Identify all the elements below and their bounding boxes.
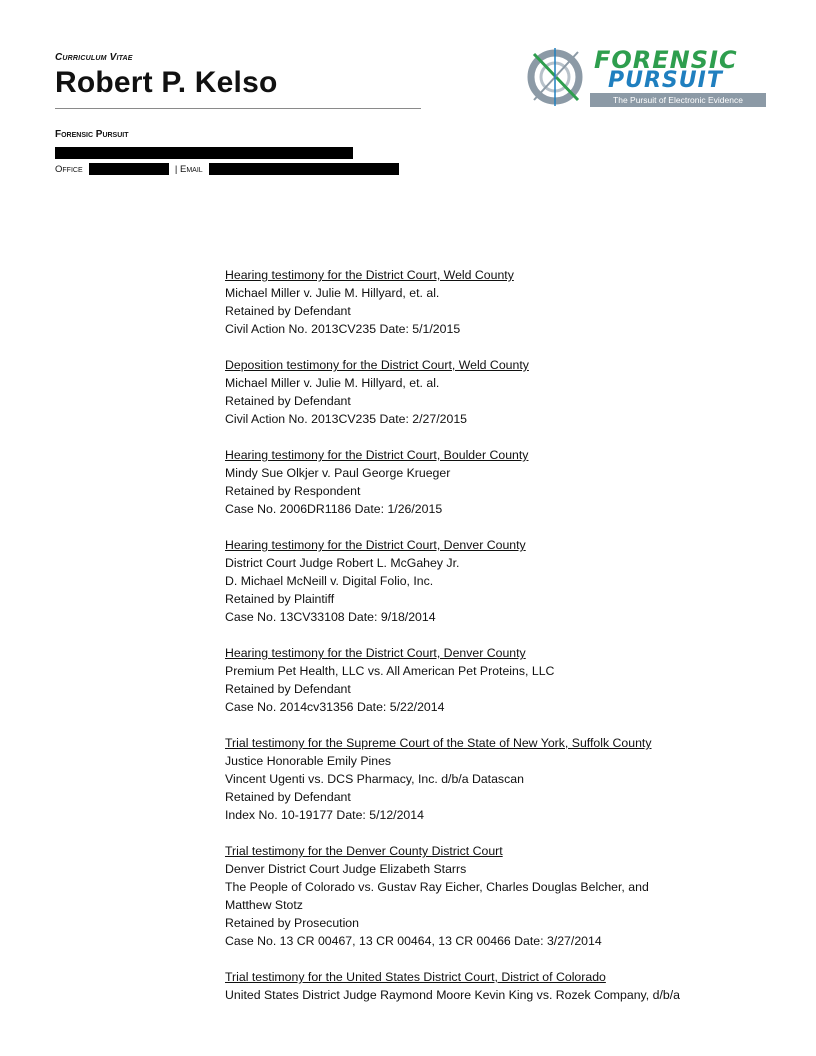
testimony-entry (225, 356, 745, 428)
testimony-detail: Michael Miller v. Julie M. Hillyard, et. al. (225, 286, 440, 300)
testimony-detail: Case No. 13 CR 00467, 13 CR 00464, 13 CR 00466 Date: 3/27/2014 (225, 934, 602, 948)
testimony-detail: Matthew Stotz (225, 898, 303, 912)
header-rule (55, 108, 421, 109)
testimony-entry (225, 446, 745, 518)
testimony-heading: Trial testimony for the Denver County District Court (225, 844, 503, 858)
testimony-detail: Retained by Defendant (225, 394, 351, 408)
testimony-heading: Hearing testimony for the District Court, Denver County (225, 538, 526, 552)
crosshair-logo-icon (522, 44, 588, 110)
testimony-detail: United States District Judge Raymond Moore Kevin King vs. Rozek Company, d/b/a (225, 988, 680, 1002)
testimony-entry (225, 842, 745, 950)
logo-tagline: The Pursuit of Electronic Evidence (590, 93, 766, 107)
testimony-detail: Premium Pet Health, LLC vs. All American Pet Proteins, LLC (225, 664, 555, 678)
testimony-detail: Retained by Plaintiff (225, 592, 335, 606)
testimony-heading: Deposition testimony for the District Court, Weld County (225, 358, 529, 372)
organization-name: Forensic Pursuit (55, 129, 129, 140)
company-logo (522, 44, 770, 110)
email-separator: | Email (174, 163, 203, 175)
testimony-entry (225, 644, 745, 716)
testimony-detail: Retained by Defendant (225, 304, 351, 318)
testimony-detail: Case No. 2014cv31356 Date: 5/22/2014 (225, 700, 445, 714)
contact-line (55, 163, 399, 175)
logo-word-pursuit: PURSUIT (608, 68, 723, 93)
testimony-heading: Hearing testimony for the District Court, Denver County (225, 646, 526, 660)
redacted-office (89, 163, 169, 175)
testimony-detail: Retained by Defendant (225, 682, 351, 696)
testimony-detail: Case No. 2006DR1186 Date: 1/26/2015 (225, 502, 443, 516)
redacted-email (209, 163, 399, 175)
testimony-detail: Civil Action No. 2013CV235 Date: 5/1/2015 (225, 322, 461, 336)
testimony-detail: The People of Colorado vs. Gustav Ray Eicher, Charles Douglas Belcher, and (225, 880, 649, 894)
testimony-heading: Hearing testimony for the District Court, Boulder County (225, 448, 529, 462)
testimony-heading: Trial testimony for the Supreme Court of the State of New York, Suffolk County (225, 736, 652, 750)
testimony-entry (225, 536, 745, 626)
testimony-detail: Justice Honorable Emily Pines (225, 754, 392, 768)
testimony-detail: Mindy Sue Olkjer v. Paul George Krueger (225, 466, 451, 480)
logo-word-forensic: FORENSIC (594, 46, 738, 74)
testimony-detail: Civil Action No. 2013CV235 Date: 2/27/2015 (225, 412, 467, 426)
person-name: Robert P. Kelso (55, 66, 278, 99)
testimony-heading: Hearing testimony for the District Court, Weld County (225, 268, 514, 282)
redacted-address (55, 147, 353, 159)
testimony-detail: D. Michael McNeill v. Digital Folio, Inc. (225, 574, 434, 588)
testimony-detail: Vincent Ugenti vs. DCS Pharmacy, Inc. d/b/a Datascan (225, 772, 524, 786)
testimony-detail: Denver District Court Judge Elizabeth Starrs (225, 862, 467, 876)
testimony-list (225, 266, 745, 1022)
testimony-detail: District Court Judge Robert L. McGahey Jr. (225, 556, 460, 570)
testimony-detail: Retained by Defendant (225, 790, 351, 804)
testimony-detail: Index No. 10-19177 Date: 5/12/2014 (225, 808, 424, 822)
testimony-heading: Trial testimony for the United States District Court, District of Colorado (225, 970, 606, 984)
office-label: Office (55, 163, 83, 175)
testimony-detail: Retained by Prosecution (225, 916, 359, 930)
testimony-detail: Case No. 13CV33108 Date: 9/18/2014 (225, 610, 436, 624)
testimony-entry (225, 266, 745, 338)
testimony-entry (225, 734, 745, 824)
testimony-detail: Retained by Respondent (225, 484, 361, 498)
testimony-detail: Michael Miller v. Julie M. Hillyard, et. al. (225, 376, 440, 390)
testimony-entry (225, 968, 745, 1004)
cv-label: Curriculum Vitae (55, 52, 133, 63)
